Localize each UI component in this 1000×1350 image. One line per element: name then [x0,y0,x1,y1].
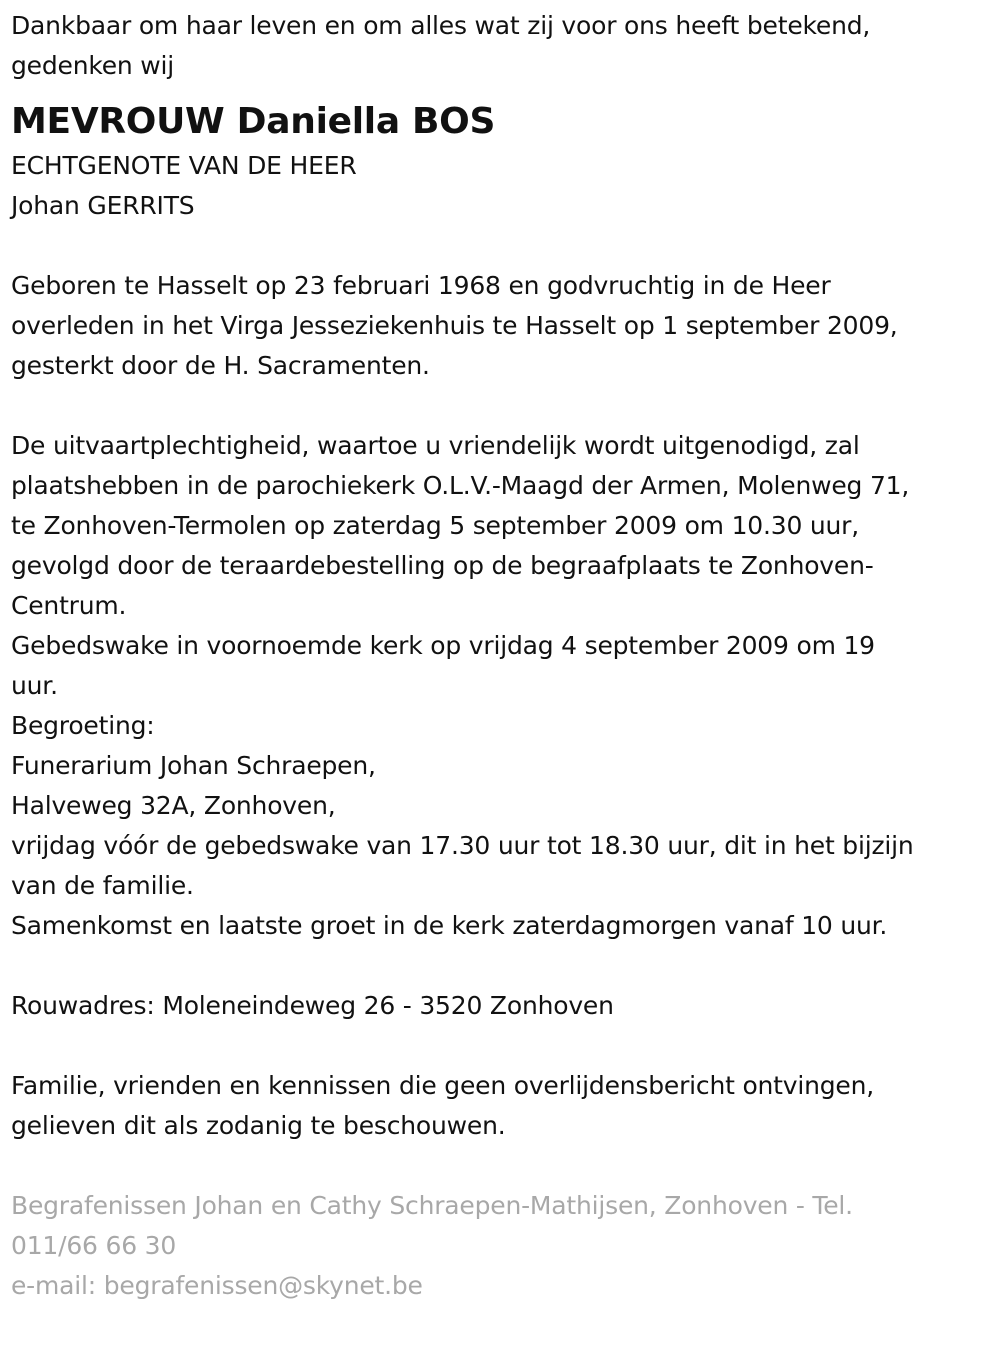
address-section [11,986,991,1026]
paragraph-line: gesterkt door de H. Sacramenten. [11,351,430,380]
birth-death-paragraph [11,266,991,386]
paragraph-line: van de familie. [11,871,194,900]
paragraph-line: Funerarium Johan Schraepen, [11,751,376,780]
paragraph-line: Halveweg 32A, Zonhoven, [11,791,336,820]
intro-line: gedenken wij [11,51,175,80]
footer-line: Begrafenissen Johan en Cathy Schraepen-Mathijsen, Zonhoven - Tel. [11,1191,853,1220]
intro-section [11,6,991,86]
paragraph-line: Samenkomst en laatste groet in de kerk zaterdagmorgen vanaf 10 uur. [11,911,888,940]
paragraph-line: Begroeting: [11,711,155,740]
deceased-section [11,98,991,226]
paragraph-line: Centrum. [11,591,127,620]
footer-email: e-mail: begrafenissen@skynet.be [11,1271,423,1300]
paragraph-line: vrijdag vóór de gebedswake van 17.30 uur tot 18.30 uur, dit in het bijzijn [11,831,914,860]
paragraph-line: Familie, vrienden en kennissen die geen overlijdensbericht ontvingen, [11,1071,875,1100]
funeral-paragraph [11,426,991,946]
paragraph-line: te Zonhoven-Termolen op zaterdag 5 september 2009 om 10.30 uur, [11,511,860,540]
obituary-document [11,6,991,1306]
spacer [11,946,991,986]
paragraph-line: plaatshebben in de parochiekerk O.L.V.-Maagd der Armen, Molenweg 71, [11,471,910,500]
notice-paragraph [11,1066,991,1146]
spacer [11,1026,991,1066]
paragraph-line: De uitvaartplechtigheid, waartoe u vriendelijk wordt uitgenodigd, zal [11,431,860,460]
mourning-address: Rouwadres: Moleneindeweg 26 - 3520 Zonhoven [11,991,614,1020]
spacer [11,1146,991,1186]
spacer [11,226,991,266]
relation-text: ECHTGENOTE VAN DE HEER [11,151,357,180]
footer-phone: 011/66 66 30 [11,1231,177,1260]
spouse-name: Johan GERRITS [11,191,195,220]
paragraph-line: Geboren te Hasselt op 23 februari 1968 en godvruchtig in de Heer [11,271,831,300]
paragraph-line: gevolgd door de teraardebestelling op de begraafplaats te Zonhoven- [11,551,874,580]
deceased-name: MEVROUW Daniella BOS [11,101,496,142]
paragraph-line: Gebedswake in voornoemde kerk op vrijdag 4 september 2009 om 19 [11,631,875,660]
intro-line: Dankbaar om haar leven en om alles wat zij voor ons heeft betekend, [11,11,871,40]
spacer [11,386,991,426]
paragraph-line: uur. [11,671,58,700]
paragraph-line: gelieven dit als zodanig te beschouwen. [11,1111,506,1140]
funeral-home-footer [11,1186,991,1306]
paragraph-line: overleden in het Virga Jesseziekenhuis te Hasselt op 1 september 2009, [11,311,898,340]
